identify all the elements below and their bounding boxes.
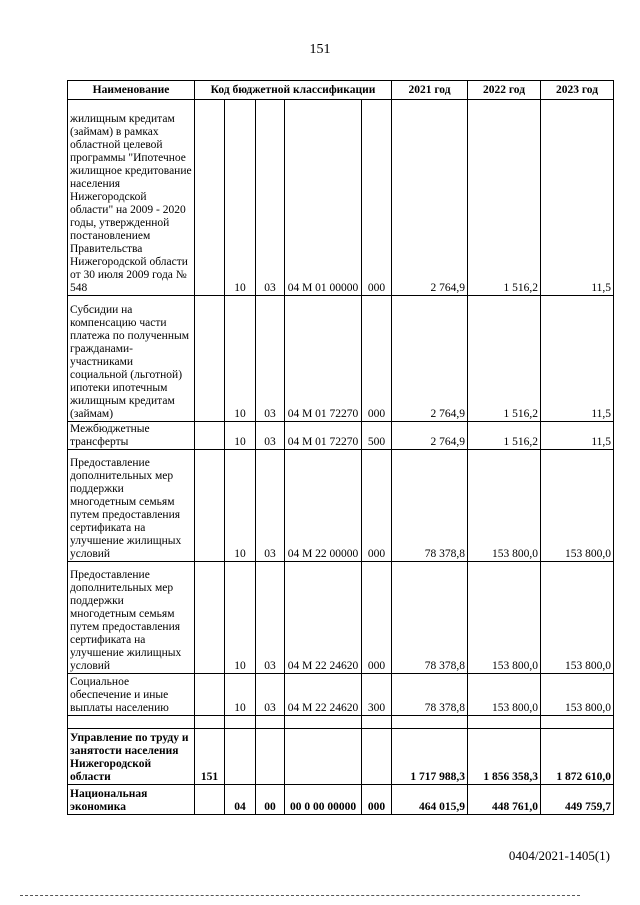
cell-target-item: 04 М 01 00000 bbox=[285, 100, 362, 296]
cell-section: 10 bbox=[225, 674, 256, 716]
cell-2022: 153 800,0 bbox=[468, 674, 541, 716]
cell-2022: 1 856 358,3 bbox=[468, 729, 541, 785]
page-number: 151 bbox=[309, 42, 331, 57]
cell-expense-type: 500 bbox=[362, 422, 392, 450]
cell-target-item: 04 М 22 24620 bbox=[285, 674, 362, 716]
cell-section: 10 bbox=[225, 562, 256, 674]
cell-subsection: 03 bbox=[256, 450, 285, 562]
cell-name: жилищным кредитам (займам) в рамках областной целевой программы "Ипотечное жилищное кредитование населения Нижегородской области" на 2009 - 2020 годы, утвержденной постановлением Правительства Нижегородской области от 30 июля 2009 года № 548 bbox=[68, 100, 195, 296]
header-2021: 2021 год bbox=[392, 81, 468, 100]
cell-name: Управление по труду и занятости населения Нижегородской области bbox=[68, 729, 195, 785]
header-2022: 2022 год bbox=[468, 81, 541, 100]
cell-subsection: 00 bbox=[256, 785, 285, 815]
cell-admin-code bbox=[195, 100, 225, 296]
cell-expense-type: 000 bbox=[362, 100, 392, 296]
cell-expense-type bbox=[362, 716, 392, 729]
header-code: Код бюджетной классификации bbox=[195, 81, 392, 100]
cell-target-item: 04 М 01 72270 bbox=[285, 422, 362, 450]
cell-2022: 153 800,0 bbox=[468, 450, 541, 562]
cell-admin-code bbox=[195, 422, 225, 450]
cell-expense-type bbox=[362, 729, 392, 785]
table-row bbox=[68, 562, 614, 674]
table-row bbox=[68, 450, 614, 562]
document-number: 0404/2021-1405(1) bbox=[508, 848, 610, 863]
cell-section: 10 bbox=[225, 422, 256, 450]
cell-target-item: 04 М 22 24620 bbox=[285, 562, 362, 674]
cell-subsection: 03 bbox=[256, 674, 285, 716]
cell-subsection: 03 bbox=[256, 562, 285, 674]
cell-2021: 2 764,9 bbox=[392, 296, 468, 422]
cell-2021: 78 378,8 bbox=[392, 674, 468, 716]
cell-subsection: 03 bbox=[256, 422, 285, 450]
table-row bbox=[68, 729, 614, 785]
cell-admin-code bbox=[195, 562, 225, 674]
page-bottom-divider bbox=[20, 895, 580, 896]
cell-2021: 78 378,8 bbox=[392, 450, 468, 562]
cell-section bbox=[225, 716, 256, 729]
cell-2023: 1 872 610,0 bbox=[541, 729, 614, 785]
cell-2023: 153 800,0 bbox=[541, 562, 614, 674]
table-row bbox=[68, 100, 614, 296]
cell-name bbox=[68, 716, 195, 729]
cell-expense-type: 000 bbox=[362, 562, 392, 674]
cell-2022: 448 761,0 bbox=[468, 785, 541, 815]
cell-target-item: 00 0 00 00000 bbox=[285, 785, 362, 815]
cell-2022: 1 516,2 bbox=[468, 296, 541, 422]
cell-section: 10 bbox=[225, 450, 256, 562]
cell-section: 10 bbox=[225, 296, 256, 422]
cell-subsection: 03 bbox=[256, 296, 285, 422]
cell-target-item bbox=[285, 729, 362, 785]
cell-name: Предоставление дополнительных мер поддержки многодетным семьям путем предоставления сертификата на улучшение жилищных условий bbox=[68, 562, 195, 674]
cell-name: Межбюджетные трансферты bbox=[68, 422, 195, 450]
header-name: Наименование bbox=[68, 81, 195, 100]
header-2023: 2023 год bbox=[541, 81, 614, 100]
cell-admin-code bbox=[195, 785, 225, 815]
cell-name: Субсидии на компенсацию части платежа по полученным гражданами-участниками социальной (льготной) ипотеки ипотечным жилищным кредитам (займам) bbox=[68, 296, 195, 422]
cell-2021: 2 764,9 bbox=[392, 100, 468, 296]
cell-2023: 153 800,0 bbox=[541, 450, 614, 562]
cell-2022: 153 800,0 bbox=[468, 562, 541, 674]
cell-2023: 11,5 bbox=[541, 296, 614, 422]
cell-section: 10 bbox=[225, 100, 256, 296]
table-row bbox=[68, 296, 614, 422]
cell-subsection bbox=[256, 729, 285, 785]
cell-target-item: 04 М 01 72270 bbox=[285, 296, 362, 422]
cell-2021: 78 378,8 bbox=[392, 562, 468, 674]
cell-name: Национальная экономика bbox=[68, 785, 195, 815]
table-row bbox=[68, 785, 614, 815]
cell-subsection: 03 bbox=[256, 100, 285, 296]
cell-admin-code bbox=[195, 716, 225, 729]
cell-2021: 1 717 988,3 bbox=[392, 729, 468, 785]
cell-expense-type: 000 bbox=[362, 450, 392, 562]
cell-2021: 464 015,9 bbox=[392, 785, 468, 815]
cell-expense-type: 000 bbox=[362, 296, 392, 422]
cell-target-item: 04 М 22 00000 bbox=[285, 450, 362, 562]
table-body bbox=[68, 100, 614, 815]
table-header-row bbox=[68, 81, 614, 100]
cell-admin-code bbox=[195, 296, 225, 422]
cell-target-item bbox=[285, 716, 362, 729]
cell-2021: 2 764,9 bbox=[392, 422, 468, 450]
cell-name: Предоставление дополнительных мер поддержки многодетным семьям путем предоставления сертификата на улучшение жилищных условий bbox=[68, 450, 195, 562]
cell-admin-code bbox=[195, 674, 225, 716]
cell-section bbox=[225, 729, 256, 785]
budget-table bbox=[67, 80, 614, 815]
cell-2023: 11,5 bbox=[541, 422, 614, 450]
cell-2022: 1 516,2 bbox=[468, 100, 541, 296]
table-row bbox=[68, 716, 614, 729]
cell-expense-type: 300 bbox=[362, 674, 392, 716]
cell-2023: 449 759,7 bbox=[541, 785, 614, 815]
cell-2022 bbox=[468, 716, 541, 729]
cell-2023 bbox=[541, 716, 614, 729]
cell-2023: 153 800,0 bbox=[541, 674, 614, 716]
cell-admin-code bbox=[195, 450, 225, 562]
cell-2023: 11,5 bbox=[541, 100, 614, 296]
table-row bbox=[68, 674, 614, 716]
cell-section: 04 bbox=[225, 785, 256, 815]
table-row bbox=[68, 422, 614, 450]
cell-name: Социальное обеспечение и иные выплаты населению bbox=[68, 674, 195, 716]
cell-expense-type: 000 bbox=[362, 785, 392, 815]
cell-2022: 1 516,2 bbox=[468, 422, 541, 450]
cell-2021 bbox=[392, 716, 468, 729]
cell-subsection bbox=[256, 716, 285, 729]
cell-admin-code: 151 bbox=[195, 729, 225, 785]
